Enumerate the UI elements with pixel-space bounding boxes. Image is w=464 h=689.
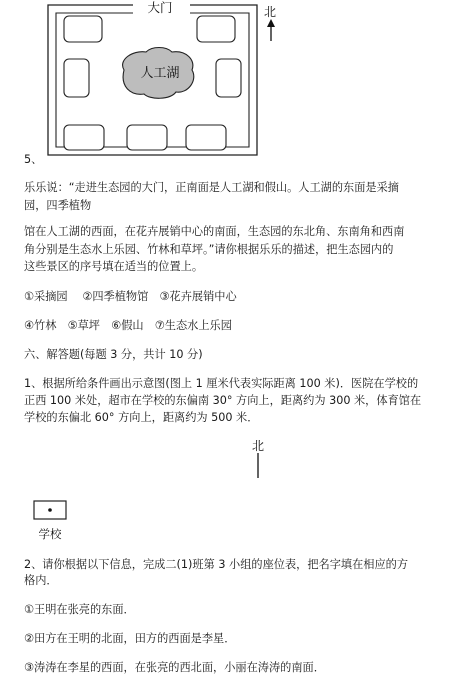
q6-2-line1: 2、请你根据以下信息，完成二(1)班第 3 小组的座位表，把名字填在相应的方 bbox=[24, 558, 409, 571]
q5-options-row2: ④竹林 ⑤草坪 ⑥假山 ⑦生态水上乐园 bbox=[24, 319, 232, 332]
q6-1-line3: 学校的东偏北 60° 方向上，距离约为 500 米． bbox=[24, 411, 259, 424]
plot-mid-right bbox=[216, 59, 241, 97]
plot-bottom-2 bbox=[127, 125, 167, 150]
north-label-2: 北 bbox=[251, 439, 265, 453]
q5-paragraph1-line2: 园，四季植物 bbox=[24, 199, 92, 212]
north-label: 北 bbox=[263, 5, 277, 19]
school-label: 学校 bbox=[38, 527, 62, 541]
plot-bottom-3 bbox=[186, 125, 226, 150]
q5-options-row1: ①采摘园 ②四季植物馆 ③花卉展销中心 bbox=[24, 290, 237, 303]
plot-top-left bbox=[64, 16, 102, 42]
school-point-icon bbox=[48, 508, 52, 512]
q6-2-clue2: ②田方在王明的北面，田方的西面是李星． bbox=[24, 632, 236, 645]
q6-1-line2: 正西 100 米处，超市在学校的东偏南 30° 方向上，距离约为 300 米，体育馆在 bbox=[24, 394, 422, 407]
q5-paragraph2-line3: 这些景区的序号填在适当的位置上。 bbox=[24, 260, 204, 273]
north-arrow-head-icon bbox=[267, 19, 275, 27]
q5-number: 5、 bbox=[24, 153, 43, 166]
q6-2-clue1: ①王明在张亮的东面． bbox=[24, 603, 135, 616]
plot-mid-left bbox=[64, 59, 89, 97]
q5-paragraph2-line1: 馆在人工湖的西面，在花卉展销中心的南面，生态园的东北角、东南角和西南 bbox=[24, 225, 405, 238]
q5-paragraph1-line1: 乐乐说：“走进生态园的大门，正南面是人工湖和假山。人工湖的东面是采摘 bbox=[24, 181, 399, 194]
plot-top-right bbox=[197, 16, 235, 42]
section6-heading: 六、解答题(每题 3 分，共计 10 分) bbox=[24, 348, 203, 361]
park-map-figure bbox=[0, 0, 464, 160]
q5-paragraph2-line2: 角分别是生态水上乐园、竹林和草坪。”请你根据乐乐的描述，把生态园内的 bbox=[24, 243, 394, 256]
school-map-figure bbox=[0, 432, 464, 547]
gate-label: 大门 bbox=[147, 0, 173, 15]
q6-1-line1: 1、根据所给条件画出示意图(图上 1 厘米代表实际距离 100 米)．医院在学校的 bbox=[24, 377, 419, 390]
q6-2-line2: 格内． bbox=[24, 574, 58, 587]
lake-label: 人工湖 bbox=[140, 66, 180, 81]
plot-bottom-1 bbox=[64, 125, 104, 150]
q6-2-clue3: ③涛涛在李星的西面，在张亮的西北面，小丽在涛涛的南面． bbox=[24, 661, 325, 674]
